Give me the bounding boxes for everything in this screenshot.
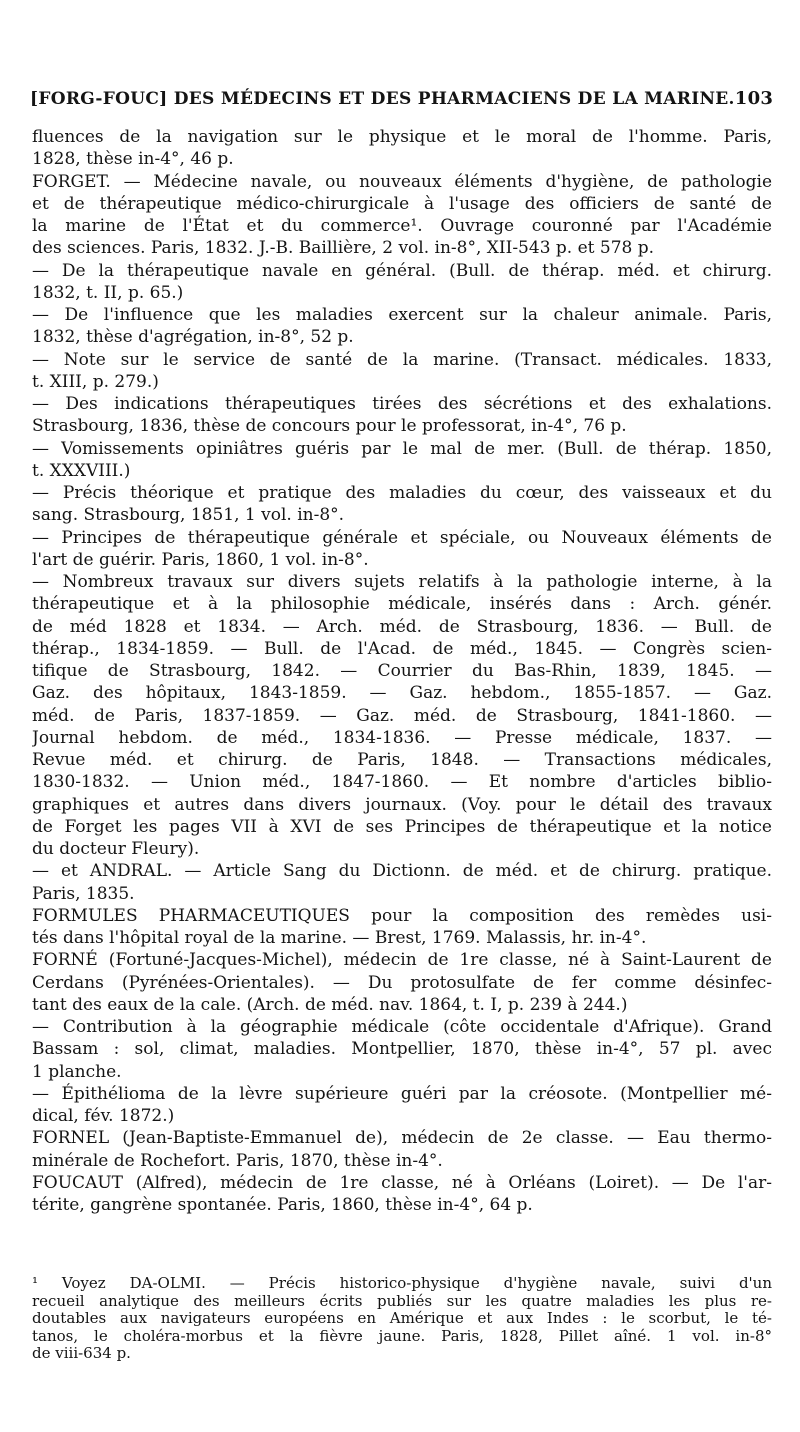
text-line: graphiques et autres dans divers journaux. (Voy. pour le détail des travaux — [32, 794, 772, 815]
text-line: Revue méd. et chirurg. de Paris, 1848. — Transactions médicales, — [32, 750, 772, 770]
footnote-line: tanos, le choléra-morbus et la fièvre jaune. Paris, 1828, Pillet aîné. 1 vol. in-8° — [32, 1327, 772, 1345]
text-line: 1830-1832. — Union méd., 1847-1860. — Et nombre d'articles biblio- — [32, 772, 772, 793]
text-line: fluences de la navigation sur le physique et le moral de l'homme. Paris, — [32, 127, 772, 147]
text-line: Bassam : sol, climat, maladies. Montpellier, 1870, thèse in-4°, 57 pl. avec — [32, 1039, 772, 1060]
footnote-line: recueil analytique des meilleurs écrits publiés sur les quatre maladies les plus re- — [32, 1292, 772, 1310]
text-line: minérale de Rochefort. Paris, 1870, thèse in-4°. — [32, 1150, 443, 1171]
text-line: tés dans l'hôpital royal de la marine. — Brest, 1769. Malassis, hr. in-4°. — [32, 928, 647, 948]
text-line: Cerdans (Pyrénées-Orientales). — Du protosulfate de fer comme désinfec- — [32, 972, 772, 993]
text-line: dical, fév. 1872.) — [32, 1106, 175, 1126]
footnote — [32, 1275, 772, 1363]
text-line: sang. Strasbourg, 1851, 1 vol. in-8°. — [32, 505, 345, 526]
text-line: — Note sur le service de santé de la marine. (Transact. médicales. 1833, — [32, 349, 772, 370]
text-line: — et ANDRAL. — Article Sang du Dictionn. de méd. et de chirurg. pratique. — [32, 861, 772, 882]
text-line: la marine de l'État et du commerce¹. Ouvrage couronné par l'Académie — [32, 216, 772, 236]
text-line: Journal hebdom. de méd., 1834-1836. — Presse médicale, 1837. — — [32, 727, 772, 748]
text-line: 1832, t. II, p. 65.) — [32, 282, 184, 303]
text-line: 1828, thèse in-4°, 46 p. — [32, 149, 234, 170]
text-line: — Nombreux travaux sur divers sujets relatifs à la pathologie interne, à la — [32, 572, 772, 592]
text-line: du docteur Fleury). — [32, 839, 200, 859]
text-line: et de thérapeutique médico-chirurgicale à l'usage des officiers de santé de — [32, 193, 772, 214]
running-header — [30, 88, 772, 109]
text-line: 1 planche. — [32, 1061, 122, 1082]
text-line: FORNÉ (Fortuné-Jacques-Michel), médecin de 1re classe, né à Saint-Laurent de — [32, 950, 772, 971]
text-line: térite, gangrène spontanée. Paris, 1860, thèse in-4°, 64 p. — [32, 1195, 533, 1215]
text-line: t. XXXVIII.) — [32, 460, 131, 481]
body-text — [32, 126, 772, 1216]
footnote-line: de viii-634 p. — [32, 1345, 131, 1362]
text-line: — De la thérapeutique navale en général. (Bull. de thérap. méd. et chirurg. — [32, 260, 772, 281]
text-line: 1832, thèse d'agrégation, in-8°, 52 p. — [32, 327, 354, 348]
text-line: — Des indications thérapeutiques tirées des sécrétions et des exhalations. — [32, 394, 772, 414]
text-line: des sciences. Paris, 1832. J.-B. Baillière, 2 vol. in-8°, XII-543 p. et 578 p. — [32, 238, 655, 259]
text-line: tant des eaux de la cale. (Arch. de méd. nav. 1864, t. I, p. 239 à 244.) — [32, 994, 628, 1015]
running-title: [FORG-FOUC] DES MÉDECINS ET DES PHARMACIENS DE LA MARINE. — [30, 89, 735, 109]
text-line: FORGET. — Médecine navale, ou nouveaux éléments d'hygiène, de pathologie — [32, 171, 772, 192]
text-line: — Épithélioma de la lèvre supérieure guéri par la créosote. (Montpellier mé- — [32, 1083, 772, 1104]
footnote-line: doutables aux navigateurs européens en Amérique et aux Indes : le scorbut, le té- — [32, 1310, 772, 1327]
text-line: — Vomissements opiniâtres guéris par le mal de mer. (Bull. de thérap. 1850, — [32, 438, 772, 459]
text-line: de Forget les pages VII à XVI de ses Principes de thérapeutique et la notice — [32, 816, 772, 837]
text-line: Gaz. des hôpitaux, 1843-1859. — Gaz. hebdom., 1855-1857. — Gaz. — [32, 683, 772, 704]
text-line: — De l'influence que les maladies exercent sur la chaleur animale. Paris, — [32, 305, 772, 325]
text-line: Paris, 1835. — [32, 883, 135, 904]
text-line: FOUCAUT (Alfred), médecin de 1re classe, né à Orléans (Loiret). — De l'ar- — [32, 1172, 772, 1193]
text-line: méd. de Paris, 1837-1859. — Gaz. méd. de Strasbourg, 1841-1860. — — [32, 705, 772, 726]
text-line: de méd 1828 et 1834. — Arch. méd. de Strasbourg, 1836. — Bull. de — [32, 616, 772, 637]
text-line: — Principes de thérapeutique générale et spéciale, ou Nouveaux éléments de — [32, 527, 772, 548]
text-line: Strasbourg, 1836, thèse de concours pour le professorat, in-4°, 76 p. — [32, 416, 627, 437]
text-line: thérapeutique et à la philosophie médicale, insérés dans : Arch. génér. — [32, 594, 772, 615]
footnote-line: ¹ Voyez DA-OLMI. — Précis historico-physique d'hygiène navale, suivi d'un — [32, 1275, 772, 1292]
text-line: — Contribution à la géographie médicale (côte occidentale d'Afrique). Grand — [32, 1017, 772, 1037]
text-line: FORMULES PHARMACEUTIQUES pour la composition des remèdes usi- — [32, 905, 772, 926]
page-number: 103 — [734, 88, 774, 109]
text-line: — Précis théorique et pratique des maladies du cœur, des vaisseaux et du — [32, 483, 772, 503]
text-line: tifique de Strasbourg, 1842. — Courrier du Bas-Rhin, 1839, 1845. — — [32, 661, 772, 681]
text-line: l'art de guérir. Paris, 1860, 1 vol. in-8°. — [32, 549, 369, 570]
text-line: FORNEL (Jean-Baptiste-Emmanuel de), médecin de 2e classe. — Eau thermo- — [32, 1128, 772, 1149]
text-line: thérap., 1834-1859. — Bull. de l'Acad. de méd., 1845. — Congrès scien- — [32, 638, 772, 659]
text-line: t. XIII, p. 279.) — [32, 371, 159, 392]
